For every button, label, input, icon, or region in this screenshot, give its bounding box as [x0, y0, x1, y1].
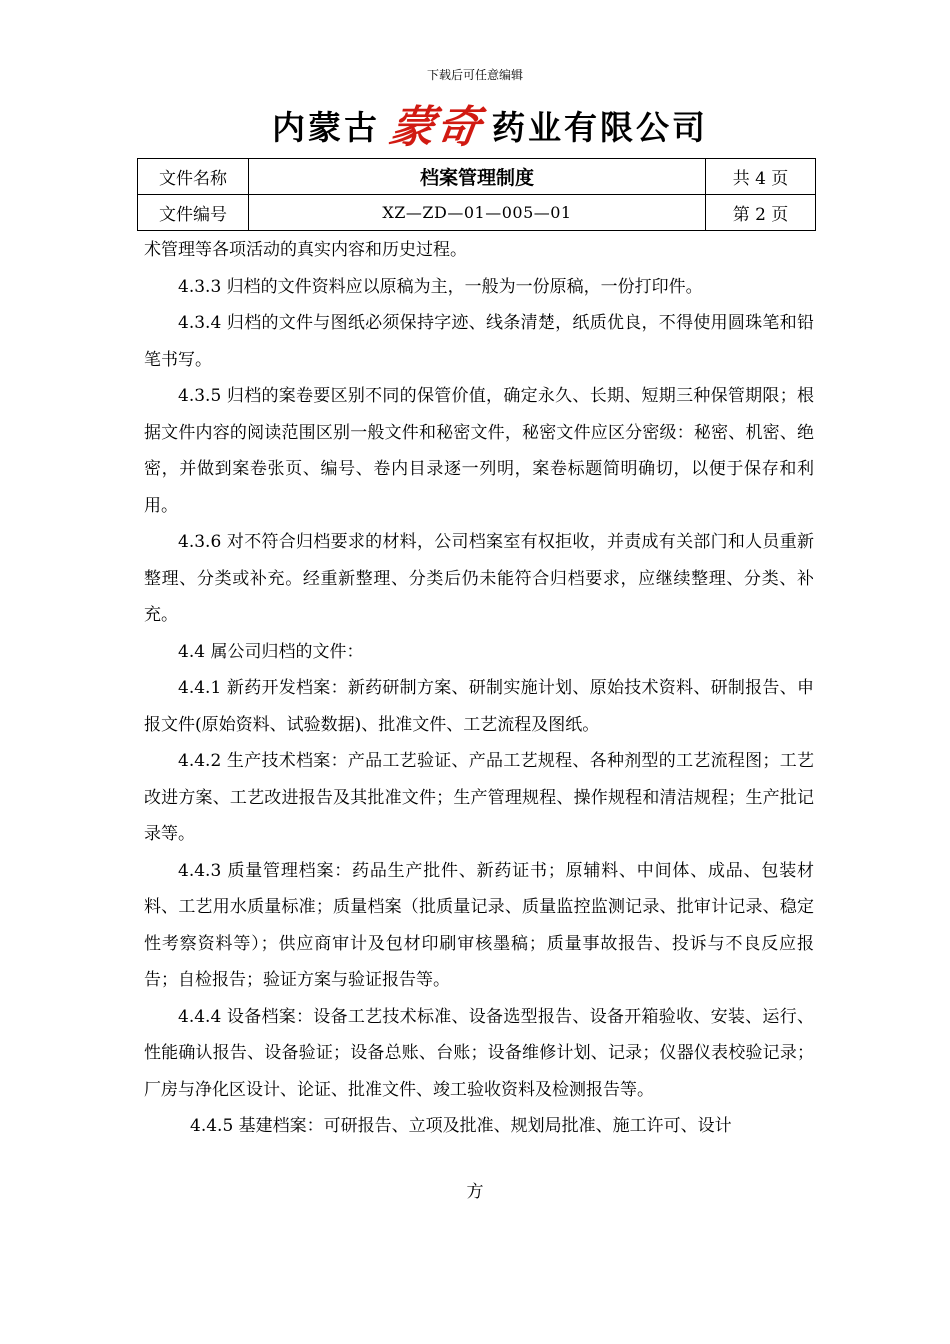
header-row-code [138, 195, 816, 231]
company-title [272, 104, 708, 152]
page-number: 第 2 页 [706, 195, 816, 231]
paragraph-4-4-3: 4.4.3 质量管理档案：药品生产批件、新药证书；原辅料、中间体、成品、包装材料、工艺用水质量标准；质量档案（批质量记录、质量监控监测记录、批审计记录、稳定性考察资料等）；供应商审计及包材印刷审核墨稿；质量事故报告、投诉与不良反应报告；自检报告；验证方案与验证报告等。 [144, 860, 814, 990]
company-prefix: 内蒙古 [272, 108, 380, 147]
paragraph-4-4-1: 4.4.1 新药开发档案：新药研制方案、研制实施计划、原始技术资料、研制报告、申报文件(原始资料、试验数据)、批准文件、工艺流程及图纸。 [144, 678, 814, 735]
doc-name-value: 档案管理制度 [249, 159, 706, 195]
header-row-name [138, 159, 816, 195]
doc-code-label: 文件编号 [138, 195, 249, 231]
header-note: 下载后可任意编辑 [426, 68, 523, 82]
paragraph-continuation: 术管理等各项活动的真实内容和历史过程。 [144, 240, 467, 260]
document-body [144, 232, 814, 1145]
total-pages: 共 4 页 [706, 159, 816, 195]
document-header-table [137, 158, 816, 231]
paragraph-4-4-4: 4.4.4 设备档案：设备工艺技术标准、设备选型报告、设备开箱验收、安装、运行、性能确认报告、设备验证；设备总账、台账；设备维修计划、记录；仪器仪表校验记录；厂房与净化区设计、论证、批准文件、竣工验收资料及检测报告等。 [144, 1006, 814, 1100]
paragraph-4-3-6: 4.3.6 对不符合归档要求的材料，公司档案室有权拒收，并责成有关部门和人员重新整理、分类或补充。经重新整理、分类后仍未能符合归档要求，应继续整理、分类、补充。 [144, 532, 814, 625]
paragraph-4-4-2: 4.4.2 生产技术档案：产品工艺验证、产品工艺规程、各种剂型的工艺流程图；工艺改进方案、工艺改进报告及其批准文件；生产管理规程、操作规程和清洁规程；生产批记录等。 [144, 751, 814, 844]
paragraph-4-3-4: 4.3.4 归档的文件与图纸必须保持字迹、线条清楚，纸质优良，不得使用圆珠笔和铅笔书写。 [144, 313, 814, 370]
company-suffix: 药业有限公司 [492, 108, 708, 147]
doc-name-label: 文件名称 [138, 159, 249, 195]
page-footer-text: 方 [466, 1182, 484, 1202]
paragraph-4-3-3: 4.3.3 归档的文件资料应以原稿为主，一般为一份原稿，一份打印件。 [178, 276, 703, 297]
paragraph-4-4-5: 4.4.5 基建档案：可研报告、立项及批准、规划局批准、施工许可、设计 [190, 1116, 732, 1136]
doc-code-value: XZ—ZD—01—005—01 [249, 195, 706, 231]
paragraph-4-3-5: 4.3.5 归档的案卷要区别不同的保管价值，确定永久、长期、短期三种保管期限；根据文件内容的阅读范围区别一般文件和秘密文件，秘密文件应区分密级：秘密、机密、绝密，并做到案卷张页、编号、卷内目录逐一列明，案卷标题简明确切，以便于保存和利用。 [144, 386, 814, 516]
paragraph-4-4: 4.4 属公司归档的文件： [178, 641, 364, 662]
brand-logo: 蒙奇 [386, 102, 486, 153]
